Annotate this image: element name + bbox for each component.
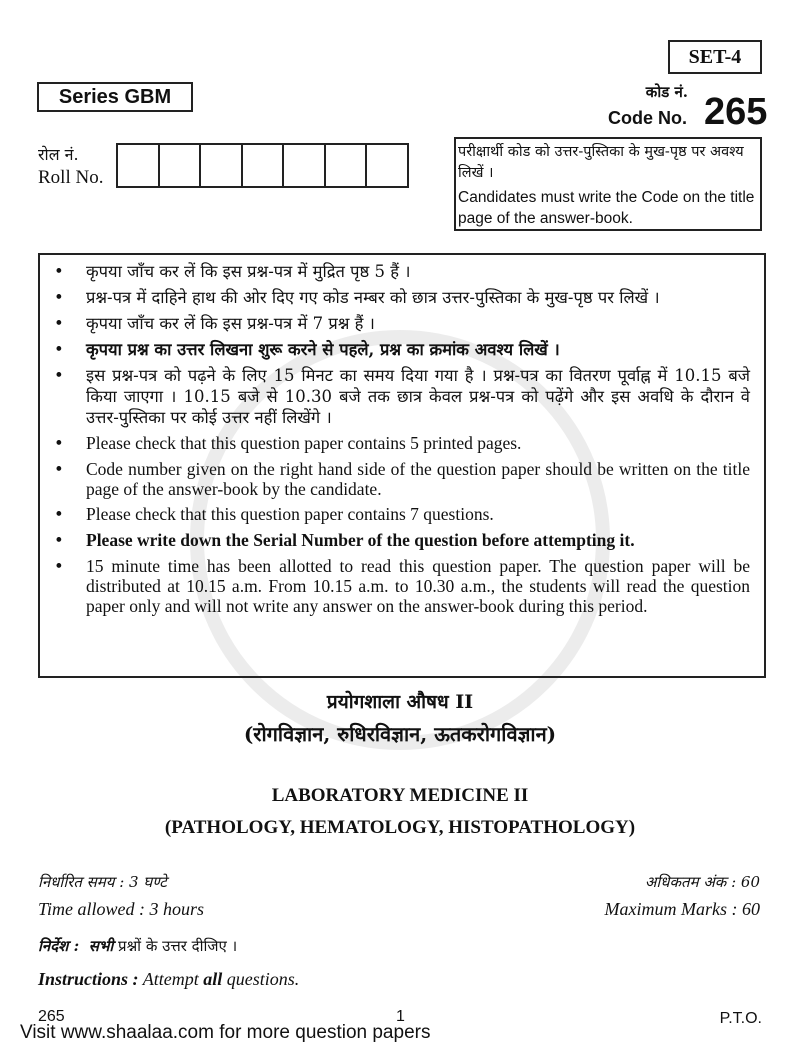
roll-cell	[284, 145, 326, 186]
bullet-icon: •	[54, 340, 64, 359]
bullet-icon: •	[54, 262, 64, 281]
subtitle-english: (PATHOLOGY, HEMATOLOGY, HISTOPATHOLOGY)	[164, 817, 636, 838]
roll-cell	[243, 145, 285, 186]
code-note-hindi: परीक्षार्थी कोड को उत्तर-पुस्तिका के मुख-पृष्ठ पर अवश्य लिखें ।	[458, 144, 744, 181]
instruction-text: Please check that this question paper contains 7 questions.	[86, 504, 494, 524]
instruction-text: कृपया प्रश्न का उत्तर लिखना शुरू करने से पहले, प्रश्न का क्रमांक अवश्य लिखें ।	[86, 340, 560, 359]
instruction-text: Code number given on the right hand side of the question paper should be written on the title page of the answer-book by the candidate.	[86, 459, 750, 499]
roll-cell	[201, 145, 243, 186]
code-note-box	[454, 137, 762, 231]
roll-cell	[326, 145, 368, 186]
instructions-english	[38, 969, 299, 990]
instructions-text-end: questions.	[226, 969, 300, 989]
subtitle-hindi: (रोगविज्ञान, रुधिरविज्ञान, ऊतकरोगविज्ञान)	[243, 722, 557, 746]
footer-code: 265	[38, 1008, 65, 1025]
title-english: LABORATORY MEDICINE II	[271, 785, 529, 806]
roll-number-boxes	[116, 143, 409, 188]
bullet-icon: •	[54, 434, 64, 453]
directions-hindi	[38, 936, 237, 956]
instructions-text: Attempt	[142, 969, 199, 989]
code-note-english: Candidates must write the Code on the title page of the answer-book.	[458, 189, 755, 227]
instructions-label: Instructions :	[38, 969, 139, 989]
instruction-item	[54, 313, 750, 334]
instructions-bold: all	[203, 969, 223, 989]
instruction-text: Please write down the Serial Number of the question before attempting it.	[86, 530, 635, 550]
instruction-text: 15 minute time has been allotted to read this question paper. The question paper will be distributed at 10.15 a.m. From 10.15 a.m. to 10.30 a.m., the students will read the question paper only and will not write any answer on the answer-book during this period.	[86, 556, 750, 616]
roll-label-hindi: रोल नं.	[38, 145, 79, 164]
roll-cell	[367, 145, 407, 186]
max-marks-hindi: अधिकतम अंक : 60	[644, 873, 760, 891]
footer-pto: P.T.O.	[719, 1010, 762, 1027]
max-marks: Maximum Marks : 60	[604, 899, 760, 919]
roll-cell	[160, 145, 202, 186]
set-badge: SET-4	[668, 40, 762, 74]
series-badge: Series GBM	[37, 82, 193, 112]
code-label-hindi: कोड नं.	[645, 83, 688, 101]
instruction-item	[54, 261, 750, 282]
footer-visit-link[interactable]: Visit www.shaalaa.com for more question papers	[20, 1022, 431, 1043]
time-allowed-hindi: निर्धारित समय : 3 घण्टे	[38, 873, 167, 891]
footer-page-number: 1	[396, 1008, 405, 1025]
directions-label: निर्देश :	[38, 937, 80, 955]
instruction-text: Please check that this question paper contains 5 printed pages.	[86, 433, 522, 453]
directions-bold: सभी	[88, 937, 114, 955]
instruction-text: प्रश्न-पत्र में दाहिने हाथ की ओर दिए गए कोड नम्बर को छात्र उत्तर-पुस्तिका के मुख-पृष्ठ पर लिखें ।	[86, 288, 660, 307]
directions-text: प्रश्नों के उत्तर दीजिए ।	[118, 937, 238, 955]
instruction-item	[54, 459, 750, 499]
instruction-item	[54, 504, 750, 525]
bullet-icon: •	[54, 366, 64, 385]
code-number: 265	[704, 91, 768, 133]
instruction-item	[54, 287, 750, 308]
title-hindi: प्रयोगशाला औषध II	[326, 691, 474, 713]
instruction-item	[54, 433, 750, 454]
roll-label: Roll No.	[38, 167, 104, 188]
instruction-item	[54, 339, 750, 360]
instruction-item	[54, 530, 750, 551]
instruction-text: कृपया जाँच कर लें कि इस प्रश्न-पत्र में 7 प्रश्न हैं ।	[86, 314, 375, 333]
general-instructions-box	[38, 253, 766, 678]
bullet-icon: •	[54, 314, 64, 333]
roll-cell	[118, 145, 160, 186]
instruction-item	[54, 365, 750, 428]
instruction-text: कृपया जाँच कर लें कि इस प्रश्न-पत्र में मुद्रित पृष्ठ 5 हैं ।	[86, 262, 411, 281]
instruction-text: इस प्रश्न-पत्र को पढ़ने के लिए 15 मिनट का समय दिया गया है । प्रश्न-पत्र का वितरण पूर्वाह्न में 10.15 बजे किया जाएगा । 10.15 बजे से 10.30 बजे तक छात्र केवल प्रश्न-पत्र को पढ़ेंगे और इस अवधि के दौरान वे उत्तर-पुस्तिका पर कोई उत्तर नहीं लिखेंगे ।	[86, 366, 750, 427]
bullet-icon: •	[54, 505, 64, 524]
bullet-icon: •	[54, 288, 64, 307]
code-label: Code No.	[608, 108, 687, 128]
bullet-icon: •	[54, 531, 64, 550]
instruction-item	[54, 556, 750, 616]
bullet-icon: •	[54, 557, 64, 576]
time-allowed: Time allowed : 3 hours	[38, 899, 205, 919]
bullet-icon: •	[54, 460, 64, 479]
